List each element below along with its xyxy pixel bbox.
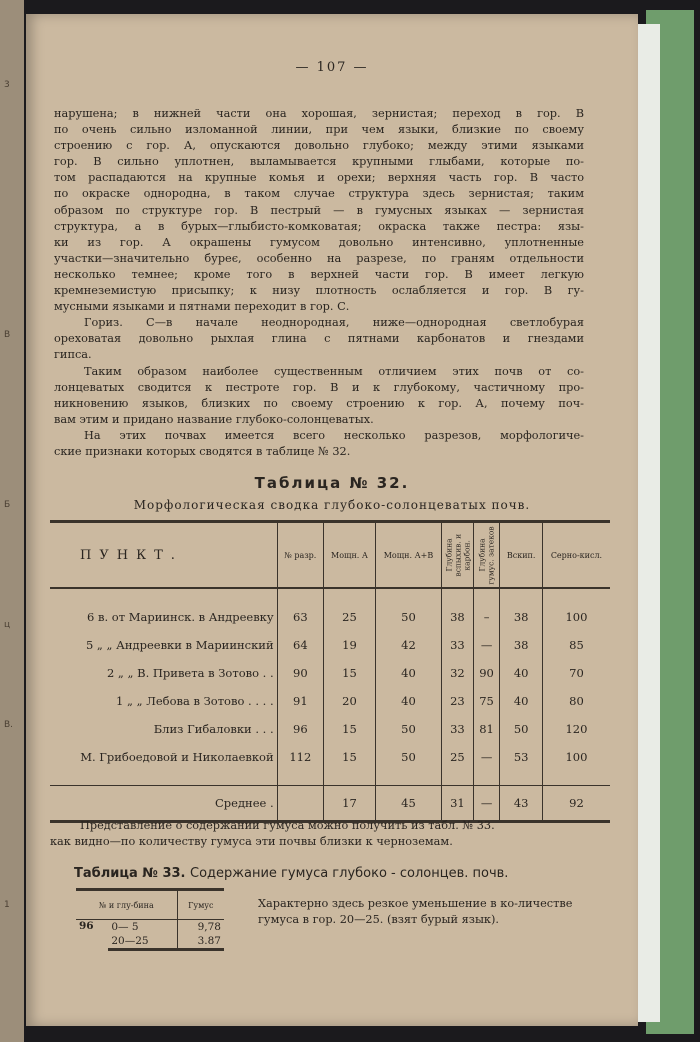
text-line: Представление о содержании гумуса можно получить из табл. № 33. bbox=[80, 819, 495, 832]
cell-razr: 63 bbox=[277, 603, 323, 631]
cell-gips: 120 bbox=[542, 715, 610, 743]
cell-place: М. Грибоедовой и Николаевкой bbox=[80, 750, 274, 764]
cell-gips: 70 bbox=[542, 659, 610, 687]
header-punkt: ПУНКТ. bbox=[50, 522, 277, 589]
leaf-fragment: В. bbox=[4, 720, 14, 730]
cell-razr bbox=[277, 786, 323, 822]
table-row bbox=[50, 687, 610, 715]
cell-gips: 85 bbox=[542, 631, 610, 659]
cell-razr: 90 bbox=[277, 659, 323, 687]
adjacent-page-edge bbox=[0, 0, 24, 1042]
cell-gips: 100 bbox=[542, 743, 610, 771]
cell-gips: 92 bbox=[542, 786, 610, 822]
cell-mosh-a: 20 bbox=[324, 687, 376, 715]
text-line: том распадаются на крупные комья и орехи; верхняя часть гор. В часто bbox=[54, 171, 584, 185]
header-gumus: Глубина гумус. затеков bbox=[473, 522, 500, 589]
text-line: вам этим и придано название глубоко-солонцеватых. bbox=[54, 412, 374, 426]
cell-vskip: 38 bbox=[500, 603, 542, 631]
paragraph bbox=[54, 106, 584, 315]
cell-place: Близ Гибаловки . . . bbox=[153, 722, 274, 736]
leaf-fragment: 1 bbox=[4, 900, 10, 910]
cell-humus: 3.87 bbox=[177, 934, 224, 950]
text-line: структура, а в бурых—глыбисто-комковатая; окраска также пестра: язы- bbox=[54, 219, 584, 233]
leaf-fragment: ц bbox=[4, 620, 11, 630]
cell-glub: 33 bbox=[442, 631, 474, 659]
header-mosh-ab: Мощн. А+В bbox=[375, 522, 441, 589]
cell-razr: 96 bbox=[79, 920, 94, 932]
cell-razr: 64 bbox=[277, 631, 323, 659]
cell-gumus: — bbox=[473, 743, 500, 771]
text-line: ки из гор. А окрашены гумусом довольно интенсивно, уплотненные bbox=[54, 235, 584, 249]
header-gumus: Гумус bbox=[177, 890, 224, 920]
after-table-text bbox=[50, 818, 610, 850]
table-32-subtitle: Морфологическая сводка глубоко-солонцеватых почв. bbox=[133, 498, 531, 512]
leaf-fragment: В bbox=[4, 330, 11, 340]
header-razr: № разр. bbox=[277, 522, 323, 589]
table-spacer bbox=[50, 588, 610, 603]
cell-vskip: 38 bbox=[500, 631, 542, 659]
cell-humus: 9,78 bbox=[177, 920, 224, 935]
table-33-title bbox=[74, 866, 508, 881]
cell-mosh-ab: 40 bbox=[375, 659, 441, 687]
cell-glub: 23 bbox=[442, 687, 474, 715]
cell-razr: 91 bbox=[277, 687, 323, 715]
text-line: нарушена; в нижней части она хорошая, зернистая; переход в гор. В bbox=[54, 107, 584, 120]
cell-gumus: — bbox=[473, 631, 500, 659]
body-text bbox=[54, 106, 584, 460]
table-33-caption: Содержание гумуса глубоко - солонцев. почв. bbox=[190, 866, 509, 881]
cell-mosh-ab: 45 bbox=[375, 786, 441, 822]
text-line: лонцеватых сводится к пестроте гор. В и к глубокому, частичному про- bbox=[54, 380, 584, 394]
cell-glub: 32 bbox=[442, 659, 474, 687]
cell-mosh-a: 15 bbox=[324, 743, 376, 771]
leaf-fragment: Б bbox=[4, 500, 11, 510]
table-mean-row bbox=[50, 786, 610, 822]
cell-mosh-a: 15 bbox=[324, 659, 376, 687]
cell-gips: 80 bbox=[542, 687, 610, 715]
cell-gumus: — bbox=[473, 786, 500, 822]
text-line: гор. В сильно уплотнен, выламывается крупными глыбами, которые по- bbox=[54, 155, 584, 169]
text-line: ореховатая довольно рыхлая глина с пятнами карбонатов и гнездами bbox=[54, 332, 584, 346]
table-row bbox=[50, 603, 610, 631]
cell-glub: 33 bbox=[442, 715, 474, 743]
table-33-note: Характерно здесь резкое уменьшение в ко-личестве гумуса в гор. 20—25. (взят бурый язык). bbox=[258, 897, 573, 926]
cell-gumus: 90 bbox=[473, 659, 500, 687]
cell-vskip: 50 bbox=[500, 715, 542, 743]
text-line: участки—значительно буреє, особенно на разрезе, по граням отдельности bbox=[54, 251, 584, 265]
header-gips: Серно-кисл. bbox=[542, 522, 610, 589]
cell-mosh-ab: 50 bbox=[375, 743, 441, 771]
cell-glub: 25 bbox=[442, 743, 474, 771]
table-row bbox=[50, 743, 610, 771]
cell-mosh-ab: 42 bbox=[375, 631, 441, 659]
cell-vskip: 53 bbox=[500, 743, 542, 771]
cell-razr: 112 bbox=[277, 743, 323, 771]
cell-mosh-ab: 50 bbox=[375, 715, 441, 743]
cell-place: 1 „ „ Лебова в Зотово . . . . bbox=[116, 694, 274, 708]
paragraph bbox=[54, 315, 584, 363]
header-num-depth: № и глу-бина bbox=[76, 890, 177, 920]
text-line: строению с гор. А, опускаются довольно глубоко; между этими языками bbox=[54, 139, 584, 153]
cell-vskip: 40 bbox=[500, 687, 542, 715]
table-32-title: Таблица № 32. bbox=[254, 474, 410, 492]
text-line: как видно—по количеству гумуса эти почвы близки к черноземам. bbox=[50, 835, 453, 848]
cell-razr: 96 bbox=[277, 715, 323, 743]
cell-glub: 38 bbox=[442, 603, 474, 631]
cell-gumus: – bbox=[473, 603, 500, 631]
table-33-number: Таблица № 33. bbox=[74, 866, 186, 881]
cell-depth: 0— 5 bbox=[111, 921, 139, 933]
text-line: мусными языками и пятнами переходит в гор. С. bbox=[54, 300, 350, 314]
table-33 bbox=[76, 888, 224, 951]
cell-vskip: 40 bbox=[500, 659, 542, 687]
table-header-row bbox=[76, 890, 224, 920]
table-spacer bbox=[50, 771, 610, 786]
cell-depth: 20—25 bbox=[108, 934, 177, 950]
table-header-row bbox=[50, 522, 610, 589]
table-row bbox=[76, 920, 224, 935]
text-line: Гориз. С—в начале неоднородная, ниже—однородная светлобурая bbox=[84, 316, 584, 330]
cell-place: 5 „ „ Андреевки в Мариинский bbox=[85, 638, 274, 652]
page-number: — 107 — bbox=[295, 60, 369, 75]
text-line: На этих почвах имеется всего несколько разрезов, морфологиче- bbox=[84, 428, 584, 442]
page-stack-edge bbox=[636, 24, 660, 1022]
cell-gumus: 81 bbox=[473, 715, 500, 743]
cell-place: 2 „ „ В. Привета в Зотово . . bbox=[106, 666, 274, 680]
text-line: Таким образом наиболее существенным отличием этих почв от со- bbox=[84, 364, 584, 378]
header-glub: Глубина вспыхив. и карбон. bbox=[442, 522, 474, 589]
text-line: кремнеземистую присыпку; к низу плотность ослабляется и гор. В гу- bbox=[54, 284, 584, 298]
text-line: никновению языков, близких по своему строению к гор. А, почему поч- bbox=[54, 396, 584, 410]
leaf-fragment: 3 bbox=[4, 80, 10, 90]
text-line: несколько темнее; кроме того в верхней части гор. В имеет легкую bbox=[54, 267, 584, 281]
paragraph bbox=[54, 428, 584, 460]
cell-mosh-a: 17 bbox=[324, 786, 376, 822]
cell-mosh-ab: 40 bbox=[375, 687, 441, 715]
cell-mean-label: Среднее . bbox=[50, 786, 277, 822]
cell-vskip: 43 bbox=[500, 786, 542, 822]
cell-mosh-a: 25 bbox=[324, 603, 376, 631]
cell-mosh-a: 15 bbox=[324, 715, 376, 743]
cell-place: 6 в. от Мариинск. в Андреевку bbox=[87, 610, 274, 624]
text-line: ские признаки которых сводятся в таблице № 32. bbox=[54, 444, 351, 458]
paragraph bbox=[54, 364, 584, 428]
cell-mosh-a: 19 bbox=[324, 631, 376, 659]
header-vskip: Вскип. bbox=[500, 522, 542, 589]
cell-gumus: 75 bbox=[473, 687, 500, 715]
text-line: по очень сильно изломанной линии, при чем языки, близкие по своему bbox=[54, 123, 584, 137]
text-line: образом по структуре гор. В пестрый — в гумусных языках — зернистая bbox=[54, 203, 584, 217]
table-row bbox=[50, 659, 610, 687]
table-row bbox=[50, 715, 610, 743]
cell-glub: 31 bbox=[442, 786, 474, 822]
cell-mosh-ab: 50 bbox=[375, 603, 441, 631]
header-mosh-a: Мощн. А bbox=[324, 522, 376, 589]
text-line: по окраске однородна, в таком случае структура здесь зернистая; таким bbox=[54, 187, 584, 201]
book-page bbox=[26, 14, 638, 1026]
text-line: гипса. bbox=[54, 348, 92, 362]
table-row bbox=[50, 631, 610, 659]
table-32 bbox=[50, 520, 610, 823]
cell-gips: 100 bbox=[542, 603, 610, 631]
